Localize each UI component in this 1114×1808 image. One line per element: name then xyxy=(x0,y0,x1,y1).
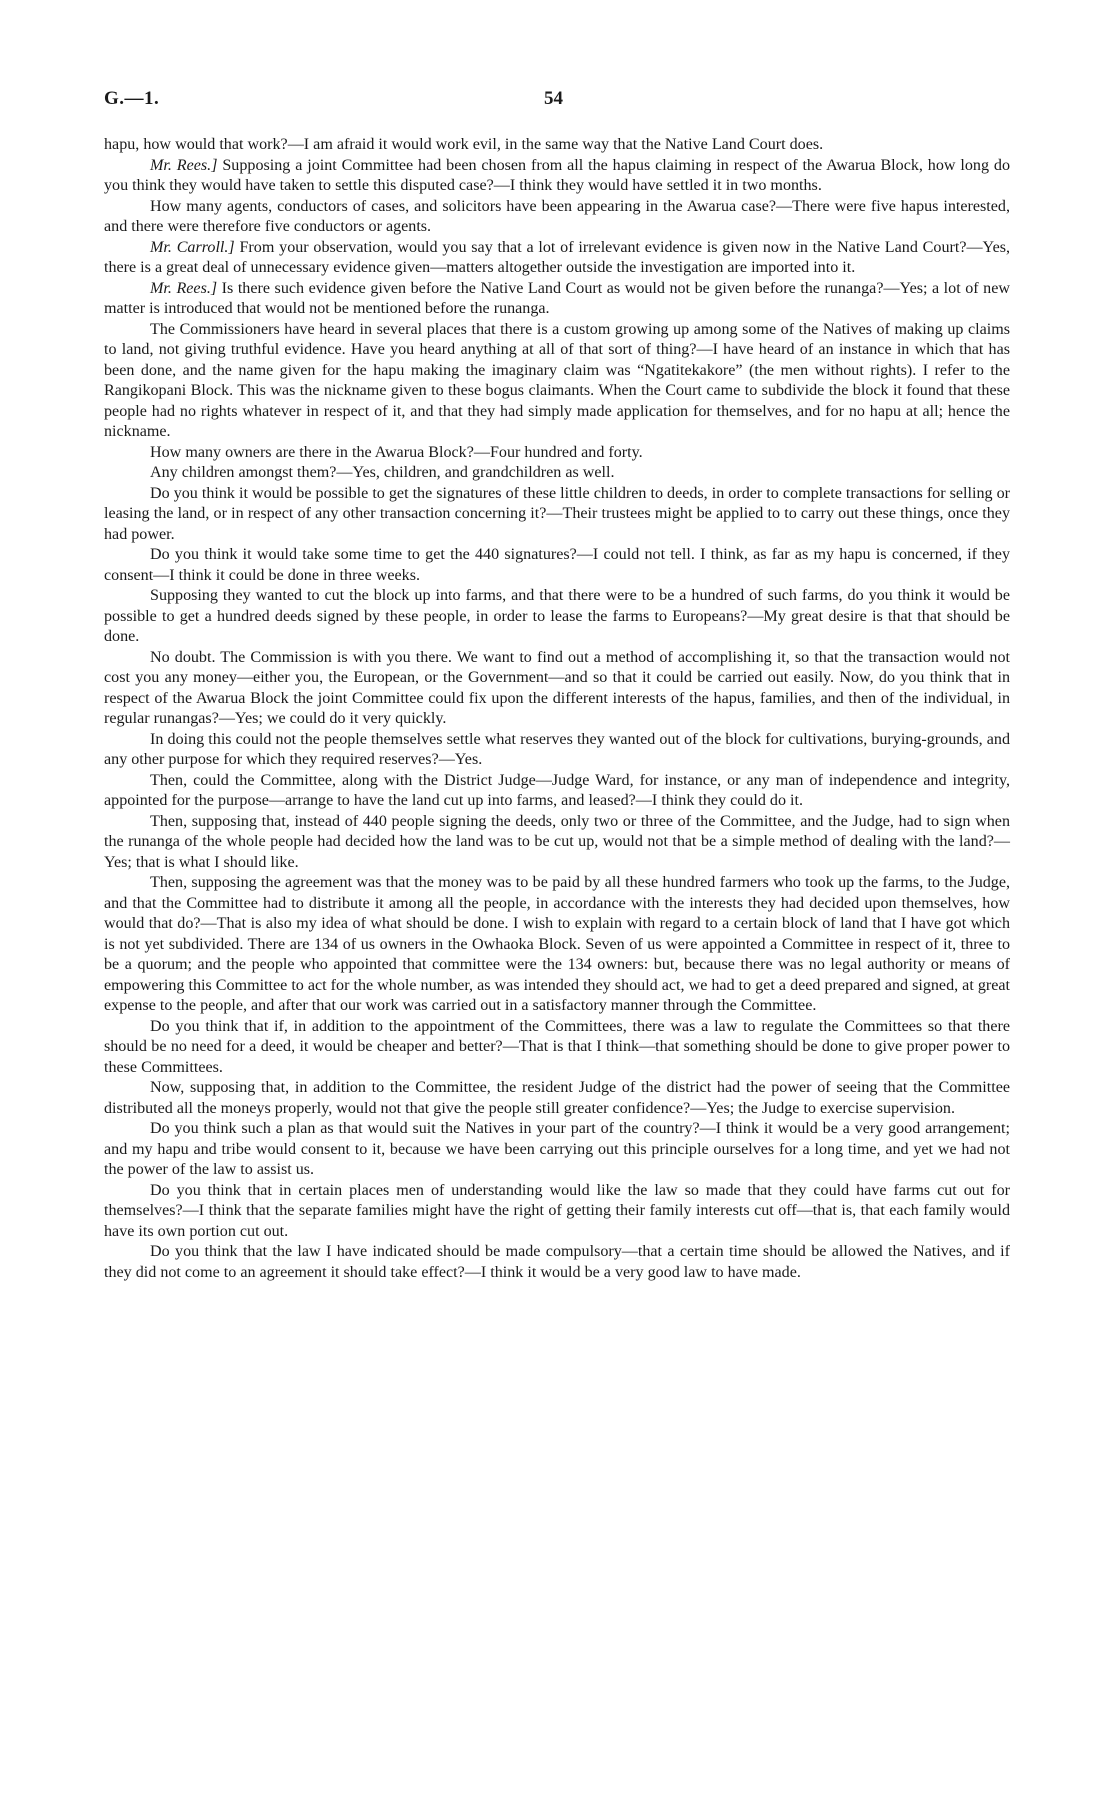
page-number: 54 xyxy=(544,88,563,109)
paragraph-text: Do you think such a plan as that would suit the Natives in your part of the country?—I think it would be a very good arrangement; and my hapu and tribe would consent to it, because we have been carrying out this principle ourselves for a long time, and yet we had not the power of the law to assist us. xyxy=(104,1120,1010,1178)
paragraph-text: Any children amongst them?—Yes, children, and grandchildren as well. xyxy=(150,464,615,481)
paragraph-text: Now, supposing that, in addition to the Committee, the resident Judge of the district had the power of seeing that the Committee distributed all the moneys properly, would not that give the people still greater confidence?—Yes; the Judge to exercise supervision. xyxy=(104,1079,1010,1117)
paragraph xyxy=(104,135,1010,156)
paragraph xyxy=(104,197,1010,238)
paragraph-text: hapu, how would that work?—I am afraid it would work evil, in the same way that the Native Land Court does. xyxy=(104,136,824,153)
speaker-label: Mr. Rees.] xyxy=(150,156,218,174)
paragraph-text: In doing this could not the people themselves settle what reserves they wanted out of the block for cultivations, burying-grounds, and any other purpose for which they required reserves?—Yes. xyxy=(104,730,1010,768)
paragraph xyxy=(104,1181,1010,1243)
paragraph xyxy=(104,156,1010,197)
paragraph xyxy=(104,1078,1010,1119)
paragraph-text: Supposing they wanted to cut the block up into farms, and that there were to be a hundred of such farms, do you think it would be possible to get a hundred deeds signed by these people, in order to lease the farms to Europeans?—My great desire is that that should be done. xyxy=(104,587,1010,645)
paragraph xyxy=(104,1017,1010,1079)
paragraph xyxy=(104,1119,1010,1181)
document-reference: G.—1. xyxy=(104,88,160,109)
paragraph-text: Do you think that if, in addition to the appointment of the Committees, there was a law to regulate the Committees so that there should be no need for a deed, it would be cheaper and better?—That is that I think—that something should be done to give proper power to these Committees. xyxy=(104,1017,1010,1076)
paragraph-text: Is there such evidence given before the Native Land Court as would not be given before the runanga?—Yes; a lot of new matter is introduced that would not be mentioned before the runanga. xyxy=(104,279,1010,317)
paragraph xyxy=(104,484,1010,546)
paragraph-text: No doubt. The Commission is with you there. We want to find out a method of accomplishing it, so that the transaction would not cost you any money—either you, the European, or the Government—and so that it could be carried out easily. Now, do you think that in respect of the Awarua Block the joint Committee could fix upon the different interests of the hapus, families, and then of the individual, in regular runangas?—Yes; we could do it very quickly. xyxy=(104,648,1010,727)
paragraph xyxy=(104,648,1010,730)
paragraph xyxy=(104,873,1010,1017)
document-body xyxy=(104,135,1010,1283)
paragraph-text: Then, could the Committee, along with the District Judge—Judge Ward, for instance, or any man of independence and integrity, appointed for the purpose—arrange to have the land cut up into farms, and leased?—I think they could do it. xyxy=(104,771,1010,809)
paragraph xyxy=(104,545,1010,586)
paragraph xyxy=(104,463,1010,484)
paragraph-text: From your observation, would you say that a lot of irrelevant evidence is given now in the Native Land Court?—Yes, there is a great deal of unnecessary evidence given—matters altogether outside the investigation are imported into it. xyxy=(104,238,1010,276)
paragraph xyxy=(104,238,1010,279)
speaker-label: Mr. Carroll.] xyxy=(150,238,235,256)
paragraph xyxy=(104,730,1010,771)
paragraph xyxy=(104,320,1010,443)
paragraph-text: Then, supposing that, instead of 440 people signing the deeds, only two or three of the Committee, and the Judge, had to sign when the runanga of the whole people had decided how the land was to be cut up, would not that be a simple method of dealing with the land?—Yes; that is what I should like. xyxy=(104,812,1010,871)
paragraph xyxy=(104,1242,1010,1283)
paragraph-text: Supposing a joint Committee had been chosen from all the hapus claiming in respect of the Awarua Block, how long do you think they would have taken to settle this disputed case?—I think they would have settled it in two months. xyxy=(104,156,1010,194)
paragraph xyxy=(104,279,1010,320)
paragraph-text: How many agents, conductors of cases, and solicitors have been appearing in the Awarua case?—There were five hapus interested, and there were therefore five conductors or agents. xyxy=(104,197,1010,235)
speaker-label: Mr. Rees.] xyxy=(150,279,218,297)
paragraph-text: Do you think it would be possible to get the signatures of these little children to deeds, in order to complete transactions for selling or leasing the land, or in respect of any other transaction concerning it?—Their trustees might be applied to to carry out these things, once they had power. xyxy=(104,484,1010,543)
page-header xyxy=(104,88,1010,112)
paragraph-text: Do you think it would take some time to get the 440 signatures?—I could not tell. I think, as far as my hapu is concerned, if they consent—I think it could be done in three weeks. xyxy=(104,546,1010,584)
paragraph-text: The Commissioners have heard in several places that there is a custom growing up among some of the Natives of making up claims to land, not giving truthful evidence. Have you heard anything at all of that sort of thing?—I have heard of an instance in which that has been done, and the name given for the hapu making the imaginary claim was “Ngatitekakore” (the men without rights). I refer to the Rangikopani Block. This was the nickname given to these bogus claimants. When the Court came to subdivide the block it found that these people had no rights whatever in respect of it, and that they had simply made application for themselves, and for no hapu at all; hence the nickname. xyxy=(104,320,1010,440)
paragraph xyxy=(104,812,1010,874)
paragraph-text: Do you think that the law I have indicated should be made compulsory—that a certain time should be allowed the Natives, and if they did not come to an agreement it should take effect?—I think it would be a very good law to have made. xyxy=(104,1243,1010,1281)
paragraph-text: Do you think that in certain places men of understanding would like the law so made that they could have farms cut out for themselves?—I think that the separate families might have the right of getting their family interests cut off—that is, that each family would have its own portion cut out. xyxy=(104,1181,1010,1240)
paragraph-text: How many owners are there in the Awarua Block?—Four hundred and forty. xyxy=(150,443,643,461)
paragraph xyxy=(104,771,1010,812)
paragraph-text: Then, supposing the agreement was that the money was to be paid by all these hundred farmers who took up the farms, to the Judge, and that the Committee had to distribute it among all the people, in accordance with the interests they had decided upon themselves, how would that do?—That is also my idea of what should be done. I wish to explain with regard to a certain block of land that I have got which is not yet subdivided. There are 134 of us owners in the Owhaoka Block. Seven of us were appointed a Committee in respect of it, three to be a quorum; and the people who appointed that committee were the 134 owners: but, because there was no legal authority or means of empowering this Committee to act for the whole number, as was intended they should act, we had to get a deed prepared and signed, at great expense to the people, and after that our work was carried out in a satisfactory manner through the Committee. xyxy=(104,874,1010,1014)
paragraph xyxy=(104,586,1010,648)
paragraph xyxy=(104,443,1010,464)
